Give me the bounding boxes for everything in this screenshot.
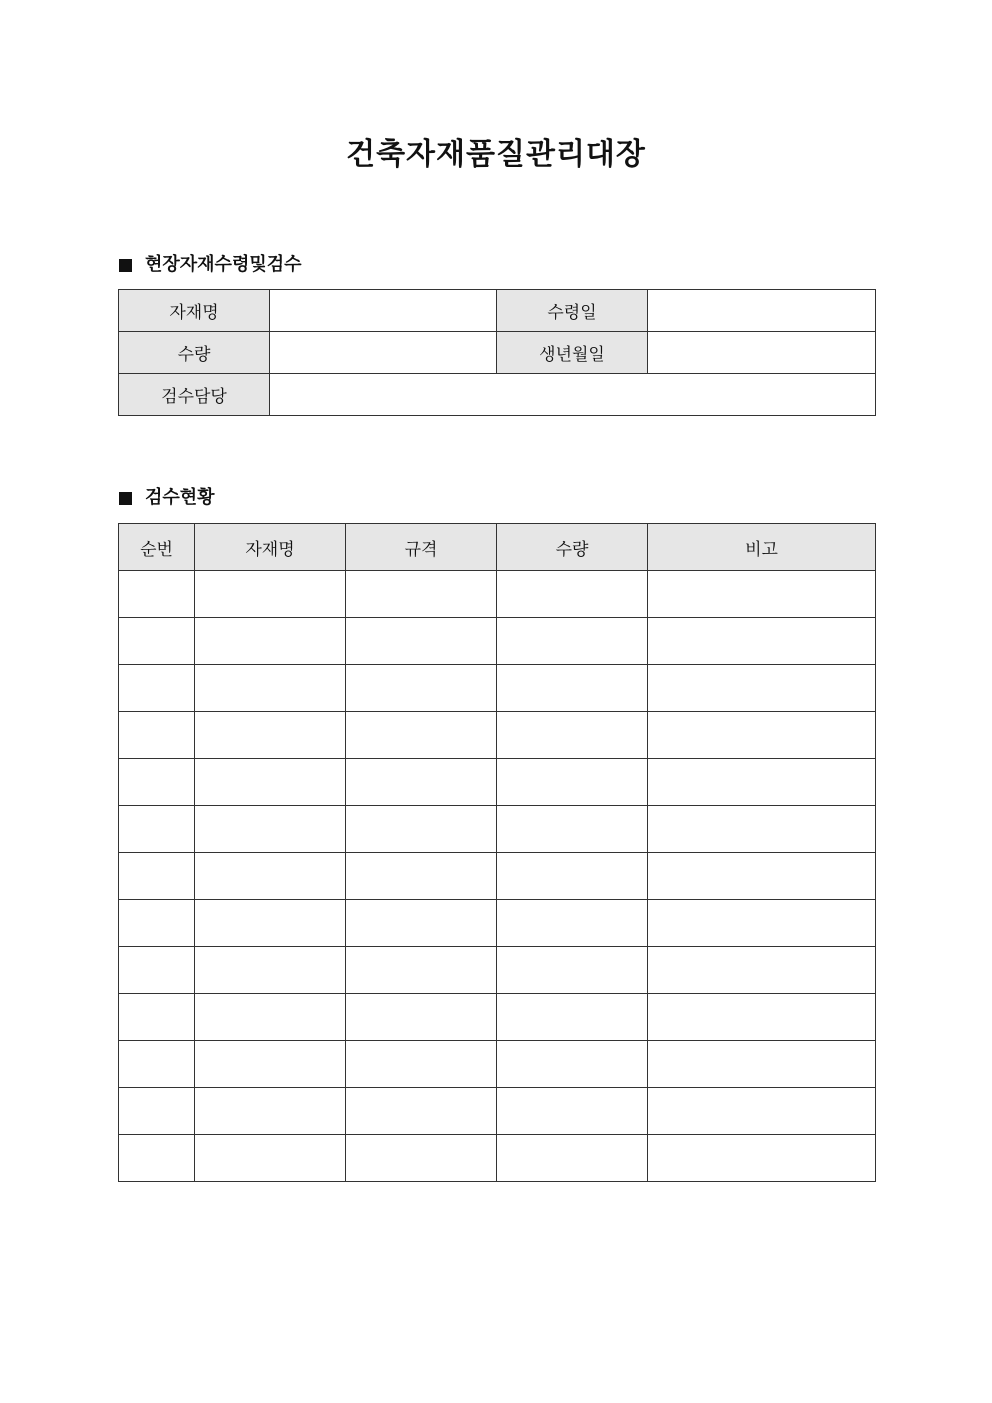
remarks-cell[interactable]	[648, 618, 876, 665]
inspector-field[interactable]	[270, 374, 876, 416]
seq-cell[interactable]	[119, 1041, 195, 1088]
material-cell[interactable]	[195, 712, 346, 759]
material-cell[interactable]	[195, 1135, 346, 1182]
birth-date-label: 생년월일	[497, 332, 648, 374]
material-cell[interactable]	[195, 1088, 346, 1135]
birth-date-field[interactable]	[648, 332, 876, 374]
table-row	[119, 332, 876, 374]
remarks-cell[interactable]	[648, 759, 876, 806]
material-name-field[interactable]	[270, 290, 497, 332]
material-cell[interactable]	[195, 806, 346, 853]
table-row	[119, 806, 876, 853]
table-row	[119, 994, 876, 1041]
square-bullet-icon	[119, 492, 132, 505]
seq-cell[interactable]	[119, 571, 195, 618]
section-heading-status	[119, 486, 215, 510]
material-cell[interactable]	[195, 900, 346, 947]
quantity-cell[interactable]	[497, 759, 648, 806]
remarks-cell[interactable]	[648, 1041, 876, 1088]
inspection-status-body	[119, 571, 876, 1182]
section-heading-label: 검수현황	[145, 487, 215, 508]
square-bullet-icon	[119, 259, 132, 272]
seq-cell[interactable]	[119, 618, 195, 665]
seq-cell[interactable]	[119, 947, 195, 994]
section-heading-receipt	[119, 253, 302, 277]
column-header-quantity: 수량	[497, 524, 648, 571]
table-row	[119, 290, 876, 332]
remarks-cell[interactable]	[648, 806, 876, 853]
seq-cell[interactable]	[119, 806, 195, 853]
table-row	[119, 712, 876, 759]
material-cell[interactable]	[195, 618, 346, 665]
spec-cell[interactable]	[346, 900, 497, 947]
quantity-cell[interactable]	[497, 571, 648, 618]
remarks-cell[interactable]	[648, 1135, 876, 1182]
quantity-cell[interactable]	[497, 1135, 648, 1182]
spec-cell[interactable]	[346, 759, 497, 806]
column-header-material: 자재명	[195, 524, 346, 571]
spec-cell[interactable]	[346, 665, 497, 712]
remarks-cell[interactable]	[648, 1088, 876, 1135]
material-cell[interactable]	[195, 665, 346, 712]
receipt-date-label: 수령일	[497, 290, 648, 332]
quantity-cell[interactable]	[497, 994, 648, 1041]
quantity-field[interactable]	[270, 332, 497, 374]
remarks-cell[interactable]	[648, 853, 876, 900]
spec-cell[interactable]	[346, 853, 497, 900]
remarks-cell[interactable]	[648, 947, 876, 994]
inspector-label: 검수담당	[119, 374, 270, 416]
spec-cell[interactable]	[346, 618, 497, 665]
seq-cell[interactable]	[119, 1088, 195, 1135]
table-row	[119, 900, 876, 947]
spec-cell[interactable]	[346, 571, 497, 618]
remarks-cell[interactable]	[648, 665, 876, 712]
table-row	[119, 571, 876, 618]
material-cell[interactable]	[195, 759, 346, 806]
material-cell[interactable]	[195, 1041, 346, 1088]
table-row	[119, 1041, 876, 1088]
table-row	[119, 665, 876, 712]
material-cell[interactable]	[195, 947, 346, 994]
column-header-remarks: 비고	[648, 524, 876, 571]
material-cell[interactable]	[195, 571, 346, 618]
quantity-cell[interactable]	[497, 900, 648, 947]
page-title: 건축자재품질관리대장	[346, 137, 646, 172]
column-header-spec: 규격	[346, 524, 497, 571]
seq-cell[interactable]	[119, 853, 195, 900]
table-row	[119, 947, 876, 994]
table-row	[119, 759, 876, 806]
spec-cell[interactable]	[346, 1041, 497, 1088]
seq-cell[interactable]	[119, 712, 195, 759]
spec-cell[interactable]	[346, 947, 497, 994]
seq-cell[interactable]	[119, 1135, 195, 1182]
remarks-cell[interactable]	[648, 571, 876, 618]
spec-cell[interactable]	[346, 1135, 497, 1182]
quantity-cell[interactable]	[497, 853, 648, 900]
seq-cell[interactable]	[119, 900, 195, 947]
material-name-label: 자재명	[119, 290, 270, 332]
material-cell[interactable]	[195, 853, 346, 900]
seq-cell[interactable]	[119, 759, 195, 806]
section-heading-label: 현장자재수령및검수	[145, 254, 302, 275]
inspection-status-table	[118, 523, 876, 1182]
quantity-cell[interactable]	[497, 618, 648, 665]
spec-cell[interactable]	[346, 712, 497, 759]
remarks-cell[interactable]	[648, 900, 876, 947]
quantity-cell[interactable]	[497, 1088, 648, 1135]
remarks-cell[interactable]	[648, 994, 876, 1041]
quantity-cell[interactable]	[497, 665, 648, 712]
quantity-label: 수량	[119, 332, 270, 374]
seq-cell[interactable]	[119, 994, 195, 1041]
spec-cell[interactable]	[346, 994, 497, 1041]
table-row	[119, 1135, 876, 1182]
receipt-date-field[interactable]	[648, 290, 876, 332]
receipt-info-table	[118, 289, 876, 416]
material-cell[interactable]	[195, 994, 346, 1041]
table-row	[119, 1088, 876, 1135]
column-header-seq: 순번	[119, 524, 195, 571]
seq-cell[interactable]	[119, 665, 195, 712]
table-row	[119, 618, 876, 665]
quantity-cell[interactable]	[497, 712, 648, 759]
table-header-row	[119, 524, 876, 571]
quantity-cell[interactable]	[497, 947, 648, 994]
table-row	[119, 853, 876, 900]
spec-cell[interactable]	[346, 1088, 497, 1135]
remarks-cell[interactable]	[648, 712, 876, 759]
quantity-cell[interactable]	[497, 1041, 648, 1088]
spec-cell[interactable]	[346, 806, 497, 853]
quantity-cell[interactable]	[497, 806, 648, 853]
table-row	[119, 374, 876, 416]
